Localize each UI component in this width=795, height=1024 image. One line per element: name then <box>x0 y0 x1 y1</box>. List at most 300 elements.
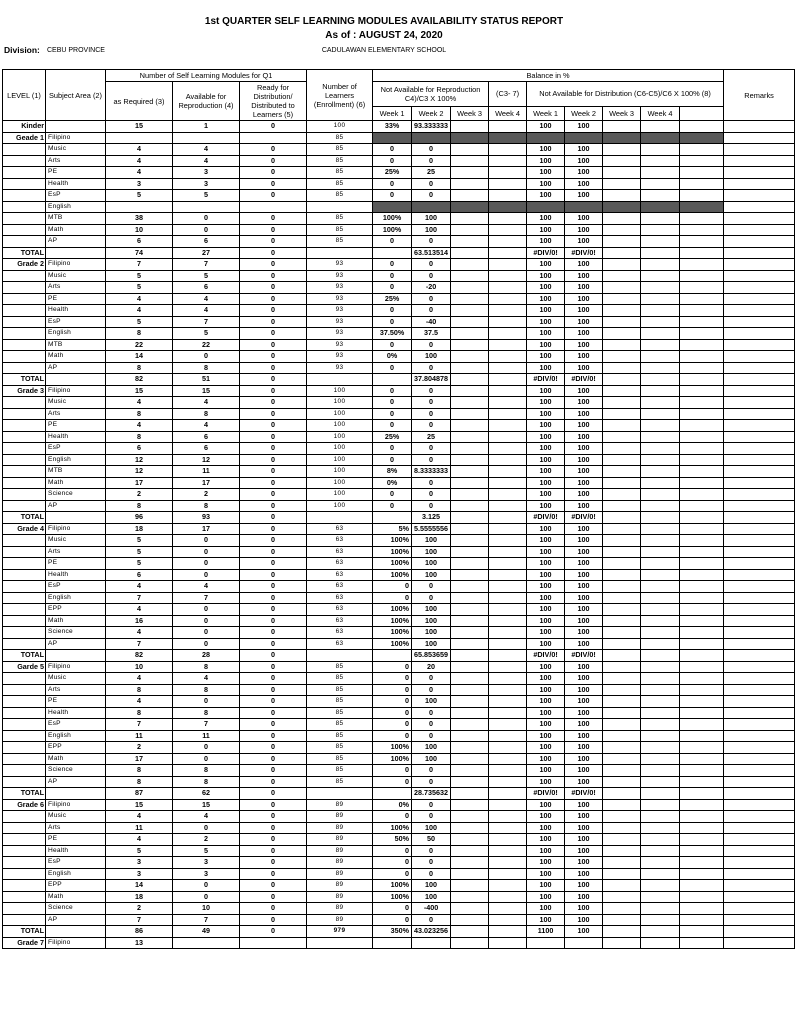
required-cell: 3 <box>106 178 173 190</box>
available-cell: 4 <box>173 305 240 317</box>
repro-week3-cell <box>451 385 489 397</box>
subject-cell <box>46 512 106 524</box>
level-cell <box>3 408 46 420</box>
required-cell: 2 <box>106 903 173 915</box>
level-cell: TOTAL <box>3 926 46 938</box>
repro-week3-cell <box>451 776 489 788</box>
remarks-cell <box>724 339 795 351</box>
repro-week3-cell <box>451 167 489 179</box>
level-cell <box>3 581 46 593</box>
repro-week1-cell: 37.50% <box>373 328 412 340</box>
repro-week3-cell <box>451 868 489 880</box>
dist-week3-cell <box>603 374 641 386</box>
table-row <box>3 776 795 788</box>
col-subject: Subject Area (2) <box>46 70 106 121</box>
repro-week2-cell: 0 <box>412 270 451 282</box>
dist-week2-cell: 100 <box>565 811 603 823</box>
dist-week2-cell: 100 <box>565 592 603 604</box>
dist-week2-cell: 100 <box>565 121 603 133</box>
repro-week2-cell: 100 <box>412 558 451 570</box>
dist-week4-cell <box>641 247 680 259</box>
repro-week3-cell <box>451 880 489 892</box>
spacer-cell <box>680 558 724 570</box>
repro-week1-cell: 25% <box>373 431 412 443</box>
dist-week2-cell: 100 <box>565 305 603 317</box>
learners-cell: 85 <box>307 167 373 179</box>
dist-week1-cell: 100 <box>527 190 565 202</box>
spacer-cell <box>680 121 724 133</box>
col-c3-7: (C3- 7) <box>489 82 527 107</box>
dist-week4-cell <box>641 845 680 857</box>
level-cell <box>3 454 46 466</box>
dist-week3-cell <box>603 765 641 777</box>
available-cell: 0 <box>173 753 240 765</box>
table-row <box>3 546 795 558</box>
col-required: as Required (3) <box>106 82 173 121</box>
repro-week4-cell <box>489 178 527 190</box>
learners-cell: 89 <box>307 845 373 857</box>
spacer-cell <box>680 684 724 696</box>
dist-week1-cell: 100 <box>527 362 565 374</box>
repro-week4-cell <box>489 799 527 811</box>
repro-week4-cell <box>489 362 527 374</box>
repro-week2-cell: 25 <box>412 167 451 179</box>
dist-week1-cell: 100 <box>527 535 565 547</box>
dist-week2-cell: 100 <box>565 523 603 535</box>
dist-week4-cell <box>641 500 680 512</box>
dist-week3-cell <box>603 500 641 512</box>
repro-week4-cell <box>489 328 527 340</box>
learners-cell: 63 <box>307 615 373 627</box>
dist-week2-cell: 100 <box>565 339 603 351</box>
spacer-cell <box>680 282 724 294</box>
repro-week2-cell: 0 <box>412 811 451 823</box>
subject-cell: Math <box>46 351 106 363</box>
level-cell: Grade 2 <box>3 259 46 271</box>
dist-week2-cell: #DIV/0! <box>565 374 603 386</box>
learners-cell: 100 <box>307 408 373 420</box>
dist-week2-cell: 100 <box>565 270 603 282</box>
dist-week1-cell: 100 <box>527 834 565 846</box>
subject-cell: EsP <box>46 581 106 593</box>
available-cell: 5 <box>173 845 240 857</box>
group-balance-header: Balance in % <box>373 70 724 82</box>
available-cell: 4 <box>173 581 240 593</box>
dist-week3-cell <box>603 190 641 202</box>
repro-week4-cell <box>489 132 527 144</box>
repro-week2-cell: -400 <box>412 903 451 915</box>
dist-week3-cell <box>603 822 641 834</box>
ready-cell: 0 <box>240 328 307 340</box>
subject-cell: EsP <box>46 719 106 731</box>
level-cell <box>3 282 46 294</box>
available-cell: 6 <box>173 236 240 248</box>
dist-week2-cell: 100 <box>565 558 603 570</box>
dist-week2-cell: 100 <box>565 351 603 363</box>
level-cell <box>3 765 46 777</box>
repro-week2-cell: 100 <box>412 213 451 225</box>
dist-week4-cell <box>641 650 680 662</box>
dist-week3-cell <box>603 121 641 133</box>
repro-week4-cell <box>489 696 527 708</box>
table-row <box>3 811 795 823</box>
spacer-cell <box>680 477 724 489</box>
subject-cell: Science <box>46 489 106 501</box>
dist-week1-cell: 100 <box>527 776 565 788</box>
required-cell: 8 <box>106 707 173 719</box>
ready-cell: 0 <box>240 719 307 731</box>
remarks-cell <box>724 845 795 857</box>
repro-week1-cell: 100% <box>373 535 412 547</box>
remarks-cell <box>724 477 795 489</box>
subject-cell: MTB <box>46 466 106 478</box>
ready-cell <box>240 937 307 949</box>
subject-cell: Health <box>46 569 106 581</box>
subject-cell: Math <box>46 891 106 903</box>
subject-cell: English <box>46 201 106 213</box>
dist-week4-cell <box>641 558 680 570</box>
remarks-cell <box>724 466 795 478</box>
available-cell: 28 <box>173 650 240 662</box>
learners-cell: 85 <box>307 144 373 156</box>
level-cell: TOTAL <box>3 374 46 386</box>
dist-week2-cell: #DIV/0! <box>565 650 603 662</box>
repro-week2-cell: 100 <box>412 753 451 765</box>
dist-week2-cell: 100 <box>565 155 603 167</box>
dist-week2-cell: 100 <box>565 293 603 305</box>
repro-week4-cell <box>489 213 527 225</box>
spacer-cell <box>680 661 724 673</box>
learners-cell: 85 <box>307 696 373 708</box>
available-cell: 3 <box>173 178 240 190</box>
subject-cell: Math <box>46 615 106 627</box>
repro-week1-cell: 100% <box>373 638 412 650</box>
dist-week2-cell: 100 <box>565 903 603 915</box>
repro-week2-cell: 3.125 <box>412 512 451 524</box>
repro-week2-cell: 8.3333333 <box>412 466 451 478</box>
subject-cell: Science <box>46 765 106 777</box>
dist-week4-cell <box>641 661 680 673</box>
learners-cell: 63 <box>307 638 373 650</box>
repro-week4-cell <box>489 661 527 673</box>
dist-week4-cell <box>641 753 680 765</box>
dist-week4-cell <box>641 638 680 650</box>
subject-cell: Arts <box>46 155 106 167</box>
table-row <box>3 144 795 156</box>
dist-week4-cell <box>641 604 680 616</box>
repro-week1-cell: 0 <box>373 270 412 282</box>
ready-cell: 0 <box>240 742 307 754</box>
subject-cell: Science <box>46 903 106 915</box>
subject-cell: Music <box>46 270 106 282</box>
remarks-cell <box>724 178 795 190</box>
dist-week2-cell: 100 <box>565 914 603 926</box>
repro-week4-cell <box>489 742 527 754</box>
remarks-cell <box>724 167 795 179</box>
available-cell: 0 <box>173 351 240 363</box>
repro-week2-cell: 100 <box>412 535 451 547</box>
spacer-cell <box>680 822 724 834</box>
learners-cell <box>307 650 373 662</box>
subject-cell: English <box>46 868 106 880</box>
spacer-cell <box>680 615 724 627</box>
available-cell: 3 <box>173 857 240 869</box>
remarks-cell <box>724 868 795 880</box>
required-cell: 11 <box>106 730 173 742</box>
available-cell: 2 <box>173 834 240 846</box>
subject-cell: Music <box>46 535 106 547</box>
dist-week3-cell <box>603 397 641 409</box>
dist-week2-cell: 100 <box>565 834 603 846</box>
repro-week2-cell: 100 <box>412 615 451 627</box>
repro-week1-cell: 50% <box>373 834 412 846</box>
dist-week3-cell <box>603 891 641 903</box>
learners-cell: 85 <box>307 730 373 742</box>
dist-week4-cell <box>641 914 680 926</box>
table-row <box>3 765 795 777</box>
repro-week4-cell <box>489 466 527 478</box>
ready-cell: 0 <box>240 121 307 133</box>
dist-week4-cell <box>641 178 680 190</box>
ready-cell: 0 <box>240 776 307 788</box>
repro-week3-cell <box>451 224 489 236</box>
table-row <box>3 742 795 754</box>
repro-week1-cell: 0 <box>373 500 412 512</box>
repro-week4-cell <box>489 615 527 627</box>
spacer-cell <box>680 880 724 892</box>
dist-week3-cell <box>603 753 641 765</box>
learners-cell: 93 <box>307 351 373 363</box>
ready-cell: 0 <box>240 259 307 271</box>
dist-week3-cell <box>603 558 641 570</box>
dist-week1-cell: 100 <box>527 270 565 282</box>
level-cell <box>3 638 46 650</box>
subject-cell: Math <box>46 753 106 765</box>
dist-week3-cell <box>603 926 641 938</box>
ready-cell: 0 <box>240 765 307 777</box>
table-row <box>3 443 795 455</box>
school-name: CADULAWAN ELEMENTARY SCHOOL <box>321 47 447 54</box>
remarks-cell <box>724 305 795 317</box>
level-cell <box>3 684 46 696</box>
repro-week1-cell: 100% <box>373 604 412 616</box>
dist-week3-cell <box>603 615 641 627</box>
available-cell: 5 <box>173 270 240 282</box>
repro-week4-cell <box>489 880 527 892</box>
col-level: LEVEL (1) <box>3 70 46 121</box>
week4-dist-header: Week 4 <box>641 106 680 120</box>
dist-week4-cell <box>641 236 680 248</box>
dist-week2-cell: 100 <box>565 845 603 857</box>
required-cell: 17 <box>106 477 173 489</box>
available-cell: 15 <box>173 799 240 811</box>
dist-week4-cell <box>641 535 680 547</box>
dist-week1-cell: 100 <box>527 604 565 616</box>
remarks-cell <box>724 880 795 892</box>
dist-week4-cell <box>641 868 680 880</box>
repro-week2-cell: 0 <box>412 857 451 869</box>
dist-week3-cell <box>603 512 641 524</box>
table-row <box>3 684 795 696</box>
repro-week3-cell <box>451 696 489 708</box>
dist-week2-cell: 100 <box>565 477 603 489</box>
dist-week1-cell: 100 <box>527 293 565 305</box>
repro-week1-cell: 0 <box>373 673 412 685</box>
subject-cell <box>46 374 106 386</box>
learners-cell: 100 <box>307 500 373 512</box>
ready-cell: 0 <box>240 408 307 420</box>
ready-cell: 0 <box>240 385 307 397</box>
repro-week4-cell <box>489 926 527 938</box>
subject-cell: EsP <box>46 190 106 202</box>
repro-week4-cell <box>489 236 527 248</box>
dist-week1-cell: 100 <box>527 638 565 650</box>
dist-week1-cell: 100 <box>527 845 565 857</box>
repro-week2-cell: 0 <box>412 420 451 432</box>
repro-week3-cell <box>451 431 489 443</box>
dist-week3-cell <box>603 213 641 225</box>
learners-cell: 85 <box>307 776 373 788</box>
table-row <box>3 857 795 869</box>
repro-week2-cell: 100 <box>412 224 451 236</box>
repro-week1-cell: 0 <box>373 408 412 420</box>
dist-week3-cell <box>603 661 641 673</box>
remarks-cell <box>724 512 795 524</box>
available-cell: 8 <box>173 362 240 374</box>
repro-week4-cell <box>489 374 527 386</box>
dist-week2-cell: 100 <box>565 397 603 409</box>
available-cell: 3 <box>173 167 240 179</box>
dist-week4-cell <box>641 811 680 823</box>
dist-week2-cell: 100 <box>565 282 603 294</box>
spacer-cell <box>680 776 724 788</box>
subject-cell: Filipino <box>46 259 106 271</box>
spacer-cell <box>680 914 724 926</box>
repro-week1-cell <box>373 374 412 386</box>
dist-week2-cell: 100 <box>565 546 603 558</box>
repro-week1-cell: 0 <box>373 454 412 466</box>
required-cell: 11 <box>106 822 173 834</box>
ready-cell: 0 <box>240 845 307 857</box>
dist-week1-cell: 100 <box>527 385 565 397</box>
dist-week3-cell <box>603 201 641 213</box>
table-row <box>3 167 795 179</box>
required-cell: 4 <box>106 673 173 685</box>
dist-week4-cell <box>641 270 680 282</box>
available-cell: 15 <box>173 385 240 397</box>
subject-cell <box>46 788 106 800</box>
ready-cell: 0 <box>240 500 307 512</box>
repro-week3-cell <box>451 673 489 685</box>
spacer-cell <box>680 178 724 190</box>
remarks-cell <box>724 121 795 133</box>
repro-week3-cell <box>451 178 489 190</box>
subject-cell: Arts <box>46 822 106 834</box>
subject-cell: Arts <box>46 684 106 696</box>
table-row <box>3 351 795 363</box>
spacer-cell <box>680 535 724 547</box>
repro-week3-cell <box>451 581 489 593</box>
dist-week4-cell <box>641 328 680 340</box>
spacer-cell <box>680 696 724 708</box>
required-cell: 14 <box>106 351 173 363</box>
required-cell: 12 <box>106 454 173 466</box>
repro-week4-cell <box>489 627 527 639</box>
dist-week2-cell: 100 <box>565 224 603 236</box>
dist-week4-cell <box>641 408 680 420</box>
repro-week1-cell: 0 <box>373 765 412 777</box>
dist-week4-cell <box>641 420 680 432</box>
table-row <box>3 707 795 719</box>
repro-week4-cell <box>489 259 527 271</box>
dist-week4-cell <box>641 719 680 731</box>
dist-week4-cell <box>641 443 680 455</box>
required-cell: 8 <box>106 431 173 443</box>
repro-week3-cell <box>451 719 489 731</box>
learners-cell: 85 <box>307 213 373 225</box>
learners-cell: 85 <box>307 673 373 685</box>
repro-week3-cell <box>451 569 489 581</box>
level-cell <box>3 270 46 282</box>
dist-week3-cell <box>603 592 641 604</box>
dist-week3-cell <box>603 167 641 179</box>
required-cell: 6 <box>106 236 173 248</box>
report-title: 1st QUARTER SELF LEARNING MODULES AVAILABILITY STATUS REPORT <box>204 16 564 27</box>
week1-repro-header: Week 1 <box>373 106 412 120</box>
table-row <box>3 673 795 685</box>
learners-cell: 93 <box>307 282 373 294</box>
available-cell: 7 <box>173 592 240 604</box>
available-cell: 93 <box>173 512 240 524</box>
repro-week1-cell: 100% <box>373 569 412 581</box>
available-cell: 17 <box>173 477 240 489</box>
repro-week3-cell <box>451 328 489 340</box>
dist-week3-cell <box>603 224 641 236</box>
remarks-cell <box>724 362 795 374</box>
remarks-cell <box>724 144 795 156</box>
spacer-cell <box>680 201 724 213</box>
repro-week2-cell: 0 <box>412 776 451 788</box>
dist-week1-cell: 100 <box>527 155 565 167</box>
subject-cell <box>46 121 106 133</box>
required-cell <box>106 132 173 144</box>
dist-week4-cell <box>641 454 680 466</box>
available-cell: 8 <box>173 707 240 719</box>
required-cell: 8 <box>106 776 173 788</box>
required-cell: 5 <box>106 282 173 294</box>
remarks-cell <box>724 431 795 443</box>
remarks-cell <box>724 604 795 616</box>
spacer-cell <box>680 316 724 328</box>
remarks-cell <box>724 776 795 788</box>
remarks-cell <box>724 753 795 765</box>
ready-cell <box>240 132 307 144</box>
repro-week2-cell: 0 <box>412 155 451 167</box>
subject-cell: AP <box>46 362 106 374</box>
repro-week4-cell <box>489 282 527 294</box>
spacer-cell <box>680 592 724 604</box>
ready-cell: 0 <box>240 891 307 903</box>
repro-week3-cell <box>451 236 489 248</box>
dist-week3-cell <box>603 730 641 742</box>
subject-cell: EsP <box>46 857 106 869</box>
spacer-cell <box>680 811 724 823</box>
remarks-cell <box>724 535 795 547</box>
learners-cell: 89 <box>307 811 373 823</box>
table-row <box>3 270 795 282</box>
repro-week1-cell: 0 <box>373 144 412 156</box>
dist-week4-cell <box>641 167 680 179</box>
